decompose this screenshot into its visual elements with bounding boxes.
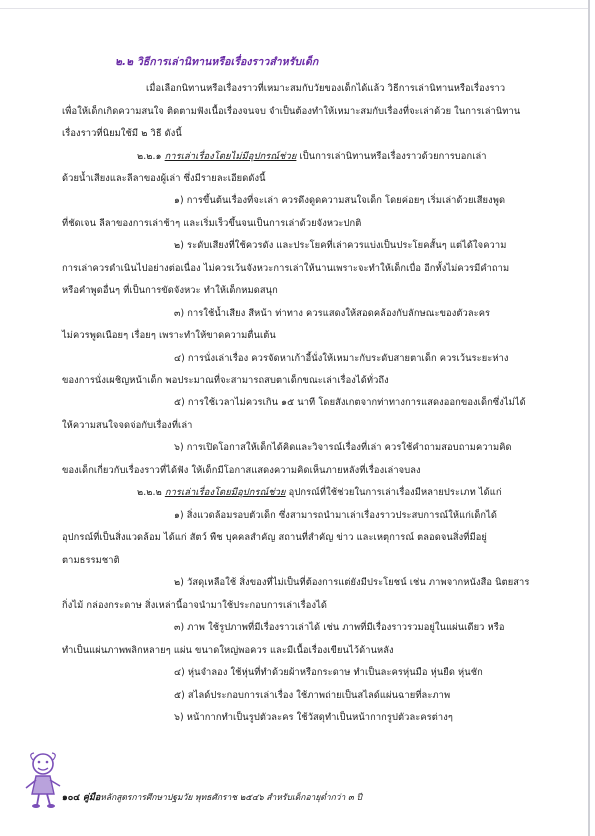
sub2-heading-line: [137, 487, 502, 499]
sub1-heading-line: [137, 151, 487, 163]
sub1-item-2-line-1: ๒) ระดับเสียงที่ใช้ควรดัง และประโยคที่เล่าควรแบ่งเป็นประโยคสั้นๆ แต่ได้ใจความ: [174, 240, 507, 251]
sub1-item-1-line-1: ๑) การขึ้นต้นเรื่องที่จะเล่า ควรดึงดูดความสนใจเด็ก โดยค่อยๆ เริ่มเล่าด้วยเสียงพูด: [174, 195, 506, 206]
sub1-item-4-line-1: ๔) การนั่งเล่าเรื่อง ควรจัดหาเก้าอี้นั่งให้เหมาะกับระดับสายตาเด็ก ควรเว้นระยะห่าง: [174, 353, 509, 364]
page-footer: [62, 790, 362, 804]
sub1-item-3-line-1: ๓) การใช้น้ำเสียง สีหน้า ท่าทาง ควรแสดงให้สอดคล้องกับลักษณะของตัวละคร: [174, 308, 491, 319]
intro-line-1: เมื่อเลือกนิทานหรือเรื่องราวที่เหมาะสมกับวัยของเด็กได้แล้ว วิธีการเล่านิทานหรือเรื่องราว: [146, 83, 506, 94]
sub1-number: ๒.๒.๑: [137, 151, 162, 162]
sub1-item-1-line-2: ที่ชัดเจน ลีลาของการเล่าช้าๆ และเริ่มเร็วขึ้นจนเป็นการเล่าด้วยจังหวะปกติ: [62, 218, 362, 229]
sub2-item-3-line-2: ทำเป็นแผ่นภาพพลิกหลายๆ แผ่น ขนาดใหญ่พอควร และมีเนื้อเรื่องเขียนไว้ด้านหลัง: [62, 645, 394, 656]
sub1-rest: เป็นการเล่านิทานหรือเรื่องราวด้วยการบอกเล่า: [299, 151, 487, 162]
sub1-item-2-line-3: หรือคำพูดอื่นๆ ที่เป็นการขัดจังหวะ ทำให้เด็กหมดสนุก: [62, 285, 278, 296]
sub2-item-1-line-1: ๑) สิ่งแวดล้อมรอบตัวเด็ก ซึ่งสามารถนำมาเล่าเรื่องราวประสบการณ์ให้แก่เด็กได้: [174, 510, 498, 521]
sub2-item-2-line-2: กิ่งไม้ กล่องกระดาษ สิ่งเหล่านี้อาจนำมาใช้ประกอบการเล่าเรื่องได้: [62, 600, 327, 611]
sub1-title: การเล่าเรื่องโดยไม่มีอุปกรณ์ช่วย: [164, 151, 297, 162]
sub1-item-6-line-2: ของเด็กเกี่ยวกับเรื่องราวที่ได้ฟัง ให้เด็กมีโอกาสแสดงความคิดเห็นภายหลังที่เรื่องเล่าจบลง: [62, 465, 421, 476]
footer-brand: คู่มือ: [82, 793, 101, 803]
sub2-item-6: ๖) หน้ากากทำเป็นรูปตัวละคร ใช้วัสดุทำเป็นหน้ากากรูปตัวละครต่างๆ: [174, 712, 453, 723]
intro-line-3: เรื่องราวที่นิยมใช้มี ๒ วิธี ดังนี้: [62, 128, 182, 139]
sub2-number: ๒.๒.๒: [137, 487, 162, 498]
section-heading: ๒.๒ วิธีการเล่านิทานหรือเรื่องราวสำหรับเด็ก: [115, 56, 319, 68]
sub1-item-5-line-2: ให้ความสนใจจดจ่อกับเรื่องที่เล่า: [62, 420, 193, 431]
child-mascot-icon: [18, 750, 68, 810]
sub2-item-1-line-3: ตามธรรมชาติ: [62, 555, 120, 566]
sub2-item-1-line-2: อุปกรณ์ที่เป็นสิ่งแวดล้อม ได้แก่ สัตว์ พืช บุคคลสำคัญ สถานที่สำคัญ ข่าว และเหตุการณ์ ตลอดจนสิ่งที่มีอยู่: [62, 532, 487, 543]
footer-title: หลักสูตรการศึกษาปฐมวัย พุทธศักราช ๒๕๔๖ สำหรับเด็กอายุต่ำกว่า ๓ ปี: [100, 793, 362, 803]
page-number: ๑๐๔: [62, 793, 81, 803]
sub1-item-4-line-2: ของการนั่งเผชิญหน้าเด็ก พอประมาณที่จะสามารถสบตาเด็กขณะเล่าเรื่องได้ทั่วถึง: [62, 375, 389, 386]
sub2-rest: อุปกรณ์ที่ใช้ช่วยในการเล่าเรื่องมีหลายประเภท ได้แก่: [288, 487, 502, 498]
sub1-cont: ด้วยน้ำเสียงและลีลาของผู้เล่า ซึ่งมีรายละเอียดดังนี้: [62, 173, 266, 184]
sub1-item-6-line-1: ๖) การเปิดโอกาสให้เด็กได้คิดและวิจารณ์เรื่องที่เล่า ควรใช้คำถามสอบถามความคิด: [174, 442, 512, 453]
sub2-title: การเล่าเรื่องโดยมีอุปกรณ์ช่วย: [164, 487, 286, 498]
sub2-item-3-line-1: ๓) ภาพ ใช้รูปภาพที่มีเรื่องราวเล่าได้ เช่น ภาพที่มีเรื่องราวรวมอยู่ในแผ่นเดียว หรือ: [174, 622, 505, 633]
sub2-item-5: ๕) สไลด์ประกอบการเล่าเรื่อง ใช้ภาพถ่ายเป็นสไลด์แผ่นฉายที่ละภาพ: [174, 690, 451, 701]
sub1-item-2-line-2: การเล่าควรดำเนินไปอย่างต่อเนื่อง ไม่ควรเว้นจังหวะการเล่าให้นานเพราะจะทำให้เด็กเบื่อ อีกทั้งไม่ควรมีคำถาม: [62, 263, 510, 274]
intro-line-2: เพื่อให้เด็กเกิดความสนใจ ติดตามฟังเนื้อเรื่องจนจบ จำเป็นต้องทำให้เหมาะสมกับเรื่องที่จะเล่าด้วย ในการเล่านิทาน: [62, 106, 521, 117]
sub1-item-5-line-1: ๕) การใช้เวลาไม่ควรเกิน ๑๕ นาที โดยสังเกตจากท่าทางการแสดงออกของเด็กซึ่งไม่ได้: [174, 397, 526, 408]
sub1-item-3-line-2: ไม่ควรพูดเนือยๆ เรื่อยๆ เพราะทำให้ขาดความตื่นเต้น: [62, 330, 276, 341]
sub2-item-2-line-1: ๒) วัสดุเหลือใช้ สิ่งของที่ไม่เป็นที่ต้องการแต่ยังมีประโยชน์ เช่น ภาพจากหนังสือ นิตยสาร: [174, 577, 530, 588]
sub2-item-4: ๔) หุ่นจำลอง ใช้หุ่นที่ทำด้วยผ้าหรือกระดาษ ทำเป็นละครหุ่นมือ หุ่นยืด หุ่นชัก: [174, 667, 483, 678]
